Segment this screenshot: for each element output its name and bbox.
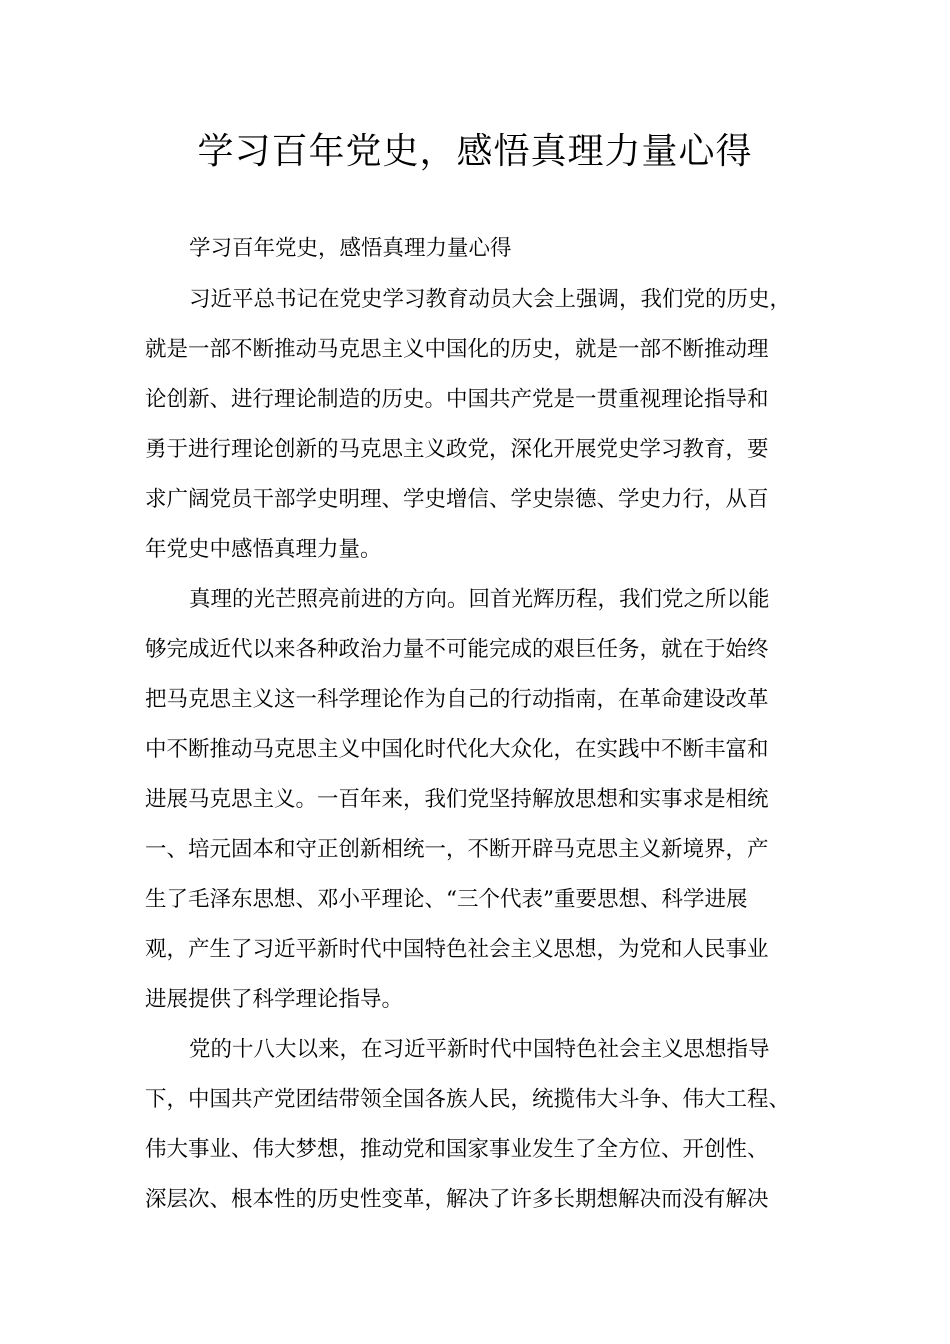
body-line: 观，产生了习近平新时代中国特色社会主义思想，为党和人民事业 [145, 937, 769, 962]
body-line: 把马克思主义这一科学理论作为自己的行动指南，在革命建设改革 [145, 687, 769, 712]
body-line: 党的十八大以来，在习近平新时代中国特色社会主义思想指导 [189, 1037, 770, 1062]
body-line: 深层次、根本性的历史性变革，解决了许多长期想解决而没有解决 [145, 1187, 769, 1212]
body-line: 进展提供了科学理论指导。 [145, 987, 404, 1012]
body-line: 习近平总书记在党史学习教育动员大会上强调，我们党的历史， [189, 287, 792, 312]
body-line: 中不断推动马克思主义中国化时代化大众化，在实践中不断丰富和 [145, 737, 769, 762]
body-line: 一、培元固本和守正创新相统一，不断开辟马克思主义新境界，产 [145, 837, 769, 862]
body-line: 生了毛泽东思想、邓小平理论、“三个代表”重要思想、科学进展 [145, 887, 748, 912]
body-line: 真理的光芒照亮前进的方向。回首光辉历程，我们党之所以能 [189, 587, 770, 612]
body-line: 伟大事业、伟大梦想，推动党和国家事业发生了全方位、开创性、 [145, 1137, 769, 1162]
body-line: 下，中国共产党团结带领全国各族人民，统揽伟大斗争、伟大工程、 [145, 1087, 791, 1112]
body-line: 论创新、进行理论制造的历史。中国共产党是一贯重视理论指导和 [145, 387, 769, 412]
body-line: 勇于进行理论创新的马克思主义政党，深化开展党史学习教育，要 [145, 437, 769, 462]
document-title: 学习百年党史，感悟真理力量心得 [197, 131, 753, 172]
body-line: 进展马克思主义。一百年来，我们党坚持解放思想和实事求是相统 [145, 787, 769, 812]
subtitle-line: 学习百年党史，感悟真理力量心得 [189, 236, 512, 261]
body-line: 就是一部不断推动马克思主义中国化的历史，就是一部不断推动理 [145, 337, 769, 362]
body-line: 够完成近代以来各种政治力量不可能完成的艰巨任务，就在于始终 [145, 637, 769, 662]
body-line: 年党史中感悟真理力量。 [145, 537, 382, 562]
body-line: 求广阔党员干部学史明理、学史增信、学史崇德、学史力行，从百 [145, 487, 769, 512]
